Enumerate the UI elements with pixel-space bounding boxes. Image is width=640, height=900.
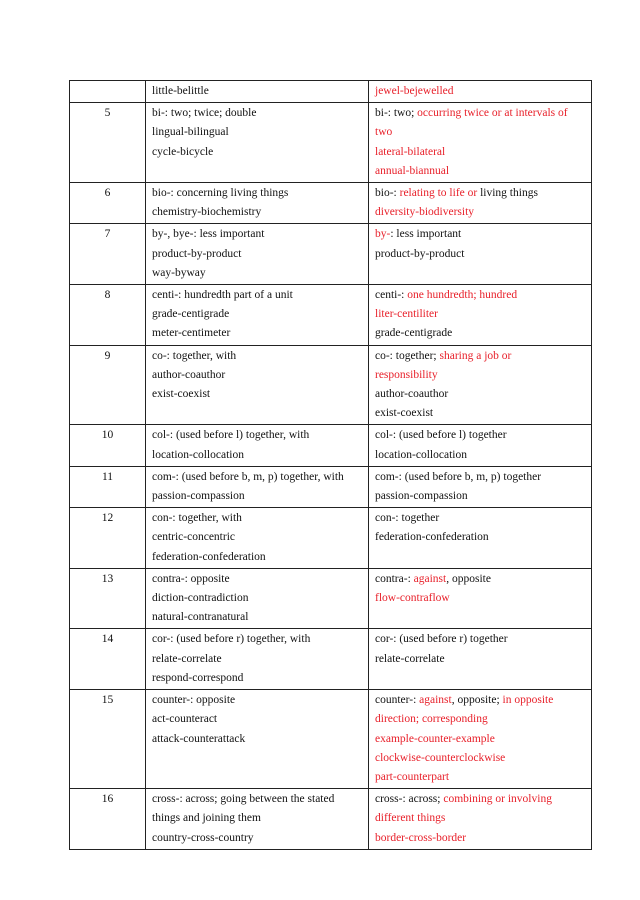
cell-text: cross-: across; going between the stated <box>152 793 335 806</box>
row-number: 8 <box>70 285 146 346</box>
cell-line <box>152 385 362 404</box>
cell-line <box>375 446 585 465</box>
cell-line <box>375 184 585 203</box>
cell-text: federation-confederation <box>152 550 266 563</box>
cell-line <box>152 710 362 729</box>
cell-text: cross-: across; <box>375 793 444 806</box>
cell-text: cor-: (used before r) together, with <box>152 633 311 646</box>
table-row <box>70 789 592 850</box>
cell-line <box>375 426 585 445</box>
table-row <box>70 81 592 103</box>
highlighted-text: one hundredth; hundred <box>407 289 518 302</box>
definition-cell-original <box>146 629 369 690</box>
cell-text: : less important <box>390 228 462 241</box>
cell-text: com-: (used before b, m, p) together, with <box>152 470 344 483</box>
highlighted-text: different things <box>375 812 446 825</box>
cell-line <box>152 426 362 445</box>
highlighted-text: relating to life or <box>399 187 478 200</box>
row-number: 11 <box>70 466 146 507</box>
definition-cell-original <box>146 789 369 850</box>
table-row <box>70 103 592 183</box>
cell-line <box>375 404 585 423</box>
cell-line <box>375 225 585 244</box>
highlighted-text: diversity-biodiversity <box>375 206 475 219</box>
highlighted-text: two <box>375 126 393 139</box>
row-number: 14 <box>70 629 146 690</box>
cell-text: , opposite; <box>451 694 503 707</box>
definition-cell-revised <box>369 183 592 224</box>
definition-cell-original <box>146 508 369 569</box>
cell-text: natural-contranatural <box>152 611 249 624</box>
table-row <box>70 466 592 507</box>
table-row <box>70 345 592 425</box>
definition-cell-original <box>146 183 369 224</box>
cell-line <box>152 589 362 608</box>
row-number: 15 <box>70 690 146 789</box>
cell-line <box>375 82 585 101</box>
cell-text: centi-: <box>375 289 408 302</box>
cell-line <box>152 730 362 749</box>
definition-cell-revised <box>369 690 592 789</box>
cell-text: cor-: (used before r) together <box>375 633 508 646</box>
cell-line <box>152 245 362 264</box>
cell-text: country-cross-country <box>152 831 254 844</box>
cell-line <box>375 691 585 710</box>
highlighted-text: against <box>419 694 452 707</box>
cell-line <box>375 104 585 123</box>
cell-text: chemistry-biochemistry <box>152 206 262 219</box>
cell-line <box>375 790 585 809</box>
cell-text: contra-: opposite <box>152 572 230 585</box>
cell-line <box>152 487 362 506</box>
cell-line <box>375 203 585 222</box>
cell-text: product-by-product <box>375 247 465 260</box>
cell-text: passion-compassion <box>152 490 245 503</box>
definition-cell-revised <box>369 466 592 507</box>
row-number: 16 <box>70 789 146 850</box>
definition-cell-original <box>146 425 369 466</box>
cell-line <box>152 324 362 343</box>
cell-line <box>375 650 585 669</box>
cell-text: , opposite <box>446 572 491 585</box>
highlighted-text: in opposite <box>502 694 554 707</box>
cell-line <box>152 305 362 324</box>
highlighted-text: flow-contraflow <box>375 592 450 605</box>
cell-text: relate-correlate <box>375 652 445 665</box>
definition-cell-original <box>146 466 369 507</box>
cell-line <box>375 528 585 547</box>
table-row <box>70 508 592 569</box>
cell-text: grade-centigrade <box>152 308 230 321</box>
cell-line <box>152 829 362 848</box>
cell-text: counter-: opposite <box>152 694 236 707</box>
highlighted-text: part-counterpart <box>375 770 450 783</box>
cell-text: bi-: two; twice; double <box>152 107 257 120</box>
cell-line <box>152 809 362 828</box>
cell-text: location-collocation <box>375 448 467 461</box>
cell-text: federation-confederation <box>375 531 489 544</box>
cell-line <box>375 324 585 343</box>
definition-cell-original <box>146 103 369 183</box>
definition-cell-original <box>146 81 369 103</box>
cell-line <box>375 509 585 528</box>
cell-line <box>152 347 362 366</box>
cell-text: con-: together <box>375 512 440 525</box>
table-row <box>70 629 592 690</box>
cell-line <box>375 385 585 404</box>
definition-cell-revised <box>369 81 592 103</box>
definition-cell-revised <box>369 285 592 346</box>
highlighted-text: responsibility <box>375 368 438 381</box>
table-row <box>70 183 592 224</box>
cell-line <box>375 487 585 506</box>
cell-text: con-: together, with <box>152 512 242 525</box>
highlighted-text: combining or involving <box>443 793 552 806</box>
highlighted-text: direction; corresponding <box>375 713 488 726</box>
highlighted-text: by- <box>375 228 391 241</box>
table-body <box>70 81 592 850</box>
cell-text: diction-contradiction <box>152 592 249 605</box>
cell-text: act-counteract <box>152 713 218 726</box>
cell-line <box>152 104 362 123</box>
cell-text: lingual-bilingual <box>152 126 229 139</box>
definition-cell-revised <box>369 629 592 690</box>
cell-line <box>152 203 362 222</box>
table-row <box>70 425 592 466</box>
cell-line <box>152 650 362 669</box>
cell-text: com-: (used before b, m, p) together <box>375 470 542 483</box>
highlighted-text: jewel-bejewelled <box>375 85 454 97</box>
highlighted-text: border-cross-border <box>375 831 467 844</box>
cell-line <box>152 123 362 142</box>
row-number: 6 <box>70 183 146 224</box>
cell-line <box>375 570 585 589</box>
cell-line <box>152 528 362 547</box>
highlighted-text: liter-centiliter <box>375 308 438 321</box>
row-number: 10 <box>70 425 146 466</box>
definition-cell-original <box>146 285 369 346</box>
cell-text: centi-: hundredth part of a unit <box>152 289 293 302</box>
cell-line <box>375 286 585 305</box>
table-row <box>70 690 592 789</box>
cell-line <box>152 225 362 244</box>
cell-text: relate-correlate <box>152 652 222 665</box>
cell-text: respond-correspond <box>152 671 244 684</box>
table-row <box>70 224 592 285</box>
row-number: 9 <box>70 345 146 425</box>
cell-line <box>375 468 585 487</box>
cell-text: product-by-product <box>152 247 242 260</box>
highlighted-text: clockwise-counterclockwise <box>375 751 506 764</box>
cell-line <box>375 630 585 649</box>
cell-line <box>375 123 585 142</box>
highlighted-text: sharing a job or <box>439 349 512 362</box>
highlighted-text: annual-biannual <box>375 164 450 177</box>
cell-text: grade-centigrade <box>375 327 453 340</box>
cell-line <box>152 691 362 710</box>
cell-line <box>152 548 362 567</box>
highlighted-text: lateral-bilateral <box>375 145 446 158</box>
cell-text: meter-centimeter <box>152 327 231 340</box>
cell-line <box>375 589 585 608</box>
definition-cell-original <box>146 224 369 285</box>
cell-text: co-: together; <box>375 349 440 362</box>
cell-text: passion-compassion <box>375 490 468 503</box>
cell-line <box>375 347 585 366</box>
cell-text: exist-coexist <box>375 407 434 420</box>
cell-line <box>152 286 362 305</box>
cell-line <box>375 245 585 264</box>
cell-text: way-byway <box>152 266 206 279</box>
cell-text: contra-: <box>375 572 414 585</box>
cell-line <box>152 608 362 627</box>
table-row <box>70 285 592 346</box>
definition-cell-original <box>146 690 369 789</box>
cell-line <box>375 749 585 768</box>
table-row <box>70 568 592 629</box>
cell-line <box>152 143 362 162</box>
row-number <box>70 81 146 103</box>
cell-text: living things <box>477 187 538 200</box>
cell-text: attack-counterattack <box>152 732 246 745</box>
definition-cell-revised <box>369 568 592 629</box>
cell-text: little-belittle <box>152 85 209 97</box>
highlighted-text: against <box>413 572 447 585</box>
cell-text: col-: (used before l) together, with <box>152 429 310 442</box>
cell-line <box>375 730 585 749</box>
cell-line <box>152 366 362 385</box>
definition-cell-revised <box>369 345 592 425</box>
cell-line <box>152 509 362 528</box>
cell-line <box>375 162 585 181</box>
definition-cell-original <box>146 568 369 629</box>
definition-cell-original <box>146 345 369 425</box>
row-number: 12 <box>70 508 146 569</box>
cell-line <box>152 82 362 101</box>
cell-text: centric-concentric <box>152 531 235 544</box>
cell-text: counter-: <box>375 694 420 707</box>
highlighted-text: example-counter-example <box>375 732 495 745</box>
cell-text: exist-coexist <box>152 388 211 401</box>
definition-cell-revised <box>369 425 592 466</box>
cell-line <box>152 570 362 589</box>
cell-text: bi-: two; <box>375 107 418 120</box>
cell-text: by-, bye-: less important <box>152 228 265 241</box>
cell-text: things and joining them <box>152 812 261 825</box>
cell-text: bio-: concerning living things <box>152 187 289 200</box>
cell-line <box>375 809 585 828</box>
cell-text: location-collocation <box>152 448 244 461</box>
cell-line <box>375 305 585 324</box>
cell-text: author-coauthor <box>375 388 449 401</box>
cell-text: col-: (used before l) together <box>375 429 507 442</box>
definition-cell-revised <box>369 224 592 285</box>
row-number: 5 <box>70 103 146 183</box>
cell-line <box>152 468 362 487</box>
cell-line <box>375 143 585 162</box>
prefix-table <box>69 80 592 850</box>
row-number: 13 <box>70 568 146 629</box>
row-number: 7 <box>70 224 146 285</box>
cell-line <box>375 768 585 787</box>
cell-line <box>152 669 362 688</box>
cell-line <box>375 366 585 385</box>
cell-text: cycle-bicycle <box>152 145 214 158</box>
definition-cell-revised <box>369 508 592 569</box>
definition-cell-revised <box>369 103 592 183</box>
cell-text: author-coauthor <box>152 368 226 381</box>
cell-line <box>152 184 362 203</box>
cell-line <box>152 630 362 649</box>
cell-text: bio-: <box>375 187 400 200</box>
cell-line <box>152 446 362 465</box>
cell-line <box>375 710 585 729</box>
cell-text: co-: together, with <box>152 349 237 362</box>
cell-line <box>152 790 362 809</box>
definition-cell-revised <box>369 789 592 850</box>
cell-line <box>375 829 585 848</box>
cell-line <box>152 264 362 283</box>
highlighted-text: occurring twice or at intervals of <box>417 107 568 120</box>
